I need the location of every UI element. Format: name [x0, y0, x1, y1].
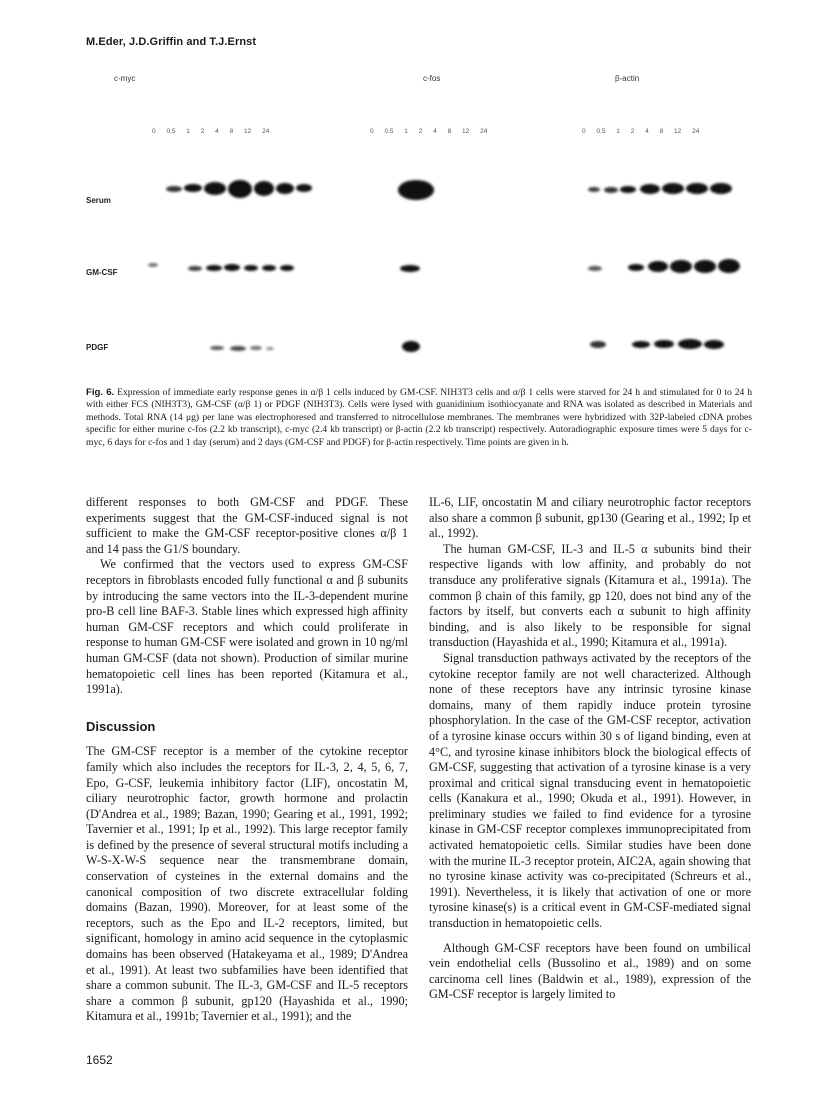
row-label-serum: Serum	[86, 196, 111, 205]
time-point: 12	[462, 128, 470, 135]
blot-band	[266, 347, 274, 350]
time-points-beta-actin	[582, 128, 708, 135]
blot-band	[204, 182, 226, 195]
time-point: 12	[244, 128, 252, 135]
time-points-c-myc	[152, 128, 278, 135]
row-label-pdgf: PDGF	[86, 343, 109, 352]
blot-band	[718, 259, 740, 273]
blot-band	[262, 265, 276, 271]
blot-band	[244, 265, 258, 271]
time-points-c-fos	[370, 128, 496, 135]
time-point: 24	[692, 128, 700, 135]
figure-caption	[86, 387, 752, 449]
blot-band	[654, 340, 674, 348]
blot-band	[296, 184, 312, 192]
time-point: 4	[645, 128, 649, 135]
page-number: 1652	[86, 1053, 113, 1067]
blot-band	[632, 341, 650, 348]
panel-label-c-myc: c-myc	[114, 74, 136, 83]
paragraph: The human GM-CSF, IL-3 and IL-5 α subunits bind their respective ligands with low affinity, and probably do not transduce any proliferative signals (Kitamura et al., 1991a). The common β chain of this family, gp 120, does not bind any of the factors by itself, but converts each α subunit to high affinity binding, and is also likely to be responsible for signal transduction (Hayashida et al., 1990; Kitamura et al., 1991a).	[429, 541, 751, 650]
paragraph: IL-6, LIF, oncostatin M and ciliary neurotrophic factor receptors also share a common β subunit, gp130 (Gearing et al., 1992; Ip et al., 1992).	[429, 495, 751, 541]
blot-band	[710, 183, 732, 194]
time-point: 8	[659, 128, 664, 135]
blot-band	[628, 264, 644, 271]
running-header: M.Eder, J.D.Griffin and T.J.Ernst	[86, 36, 257, 48]
time-point: 24	[480, 128, 488, 135]
paragraph: We confirmed that the vectors used to express GM-CSF receptors in fibroblasts encoded fully functional α and β subunits by introducing the same vectors into the IL-3-dependent murine pro-B cell line BAF-3. Stable lines which expressed high affinity human GM-CSF receptors and which could proliferate in response to human GM-CSF were isolated and grown in 10 ng/ml human GM-CSF (data not shown). Production of similar murine hematopoietic cell lines has been reported (Kitamura et al., 1991a).	[86, 557, 408, 697]
time-point: 1	[186, 128, 190, 135]
time-point: 0.5	[384, 128, 394, 135]
row-label-gm-csf: GM-CSF	[86, 268, 118, 277]
blot-band	[400, 265, 420, 272]
blot-band	[402, 341, 420, 352]
blot-band	[604, 187, 618, 193]
paragraph: The GM-CSF receptor is a member of the cytokine receptor family which also includes the receptors for IL-3, 2, 4, 5, 6, 7, Epo, G-CSF, leukemia inhibitory factor (LIF), oncostatin M, ciliary neurotrophic factor, growth hormone and prolactin (D'Andrea et al., 1989; Bazan, 1990; Gearing et al., 1991, 1992; Tavernier et al., 1991; Ip et al., 1992). This large receptor family is defined by the presence of several structural motifs including a W-S-X-W-S sequence near the transmembrane domain, conservation of cysteines in the external domains and the canonical composition of two discrete extracellular folding domains (Bazan, 1990). Moreover, for at least some of the receptors, such as the Epo and IL-2 receptors, limited, but significant, homology in amino acid sequence in the cytoplasmic domains has been observed (Hatakeyama et al., 1989; D'Andrea et al., 1991). At least two subfamilies have been identified that share a common subunit. The IL-3, GM-CSF and IL-5 receptors share a common β subunit, gp120 (Hayashida et al., 1990; Kitamura et al., 1991b; Tavernier et al., 1991); and the	[86, 744, 408, 1024]
time-point: 0.5	[596, 128, 606, 135]
blot-band	[250, 346, 262, 350]
time-point: 0	[370, 128, 374, 135]
paragraph: Although GM-CSF receptors have been found on umbilical vein endothelial cells (Bussolino et al., 1989) and on some carcinoma cell lines (Baldwin et al., 1989), expression of the GM-CSF receptor is largely limited to	[429, 940, 751, 1002]
panel-label-c-fos: c-fos	[423, 74, 441, 83]
blot-band	[254, 181, 274, 196]
blot-band	[670, 260, 692, 273]
blot-band	[678, 339, 702, 349]
blot-band	[206, 265, 222, 271]
time-point: 2	[200, 128, 205, 135]
section-heading: Discussion	[86, 718, 156, 734]
time-point: 0.5	[166, 128, 176, 135]
right-column	[429, 495, 751, 1003]
figure-caption-text: Expression of immediate early response genes in α/β 1 cells induced by GM-CSF. NIH3T3 cells and α/β 1 cells were starved for 24 h and stimulated for 0 to 24 h with either FCS (NIH3T3), GM-CSF (α/β 1) or PDGF (NIH3T3). Cells were lysed with guanidinium isothiocyanate and RNA was isolated as described in Materials and methods. Total RNA (14 μg) per lane was electrophoresed and transferred to nitrocellulose membranes. The membranes were hybridized with 32P-labeled cDNA probes specific for either murine c-fos (2.2 kb transcript), c-myc (2.4 kb transcript) or β-actin (2.2 kb transcript) respectively. Autoradiographic exposure times were 5 days for c-myc, 6 days for c-fos and 1 day (serum) and 2 days (GM-CSF and PDGF) for β-actin respectively. Time points are given in h.	[86, 387, 752, 448]
time-point: 0	[582, 128, 586, 135]
time-point: 8	[447, 128, 452, 135]
time-point: 4	[215, 128, 219, 135]
blot-band	[686, 183, 708, 194]
time-point: 1	[616, 128, 620, 135]
time-point: 1	[404, 128, 408, 135]
blot-band	[210, 346, 224, 350]
blot-band	[166, 186, 182, 192]
blot-band	[588, 266, 602, 271]
blot-band	[398, 180, 434, 200]
blot-band	[230, 346, 246, 351]
panel-label-beta-actin: β-actin	[615, 74, 640, 83]
time-point: 4	[433, 128, 437, 135]
figure-caption-label: Fig. 6.	[86, 387, 115, 398]
blot-band	[662, 183, 684, 194]
blot-band	[648, 261, 668, 272]
time-point: 2	[418, 128, 423, 135]
blot-band	[694, 260, 716, 273]
blot-band	[590, 341, 606, 348]
blot-band	[280, 265, 294, 271]
time-point: 24	[262, 128, 270, 135]
left-column	[86, 495, 408, 1025]
blot-band	[640, 184, 660, 194]
blot-band	[620, 186, 636, 193]
blot-band	[184, 184, 202, 192]
northern-blot-figure	[80, 60, 756, 365]
blot-band	[224, 264, 240, 271]
blot-band	[704, 340, 724, 349]
time-point: 8	[229, 128, 234, 135]
blot-band	[228, 180, 252, 198]
blot-band	[148, 263, 158, 267]
paragraph: Signal transduction pathways activated by the receptors of the cytokine receptor family are not well characterized. Although none of these receptors have any intrinsic tyrosine kinase domains, many of them rapidly induce protein tyrosine phosphorylation. In the case of the GM-CSF receptor, activation of a tyrosine kinase occurs within 30 s of ligand binding, even at 4°C, and tyrosine kinase inhibitors block the biological effects of GM-CSF, suggesting that activation of a tyrosine kinase is a very proximal and critical signal transducing event in hematopoietic cells (Kanakura et al., 1990; Okuda et al., 1991). However, in preliminary studies we failed to find evidence for a tyrosine kinase in GM-CSF receptor complexes immunoprecipitated from activated hematopoietic cells. Similar studies have been done with the murine IL-3 receptor protein, AIC2A, again showing that no tyrosine kinase activity was co-precipitated (Schreurs et al., 1991). Nevertheless, it is likely that activation of one or more tyrosine kinase(s) is a critical event in GM-CSF-mediated signal transduction in hematopoietic cells.	[429, 650, 751, 931]
time-point: 12	[674, 128, 682, 135]
time-point: 2	[630, 128, 635, 135]
blot-band	[588, 187, 600, 192]
paragraph: different responses to both GM-CSF and PDGF. These experiments suggest that the GM-CSF-induced signal is not sufficient to make the GM-CSF receptor-positive clones α/β 1 and 14 pass the G1/S boundary.	[86, 495, 408, 556]
time-point: 0	[152, 128, 156, 135]
blot-band	[188, 266, 202, 271]
blot-band	[276, 183, 294, 194]
